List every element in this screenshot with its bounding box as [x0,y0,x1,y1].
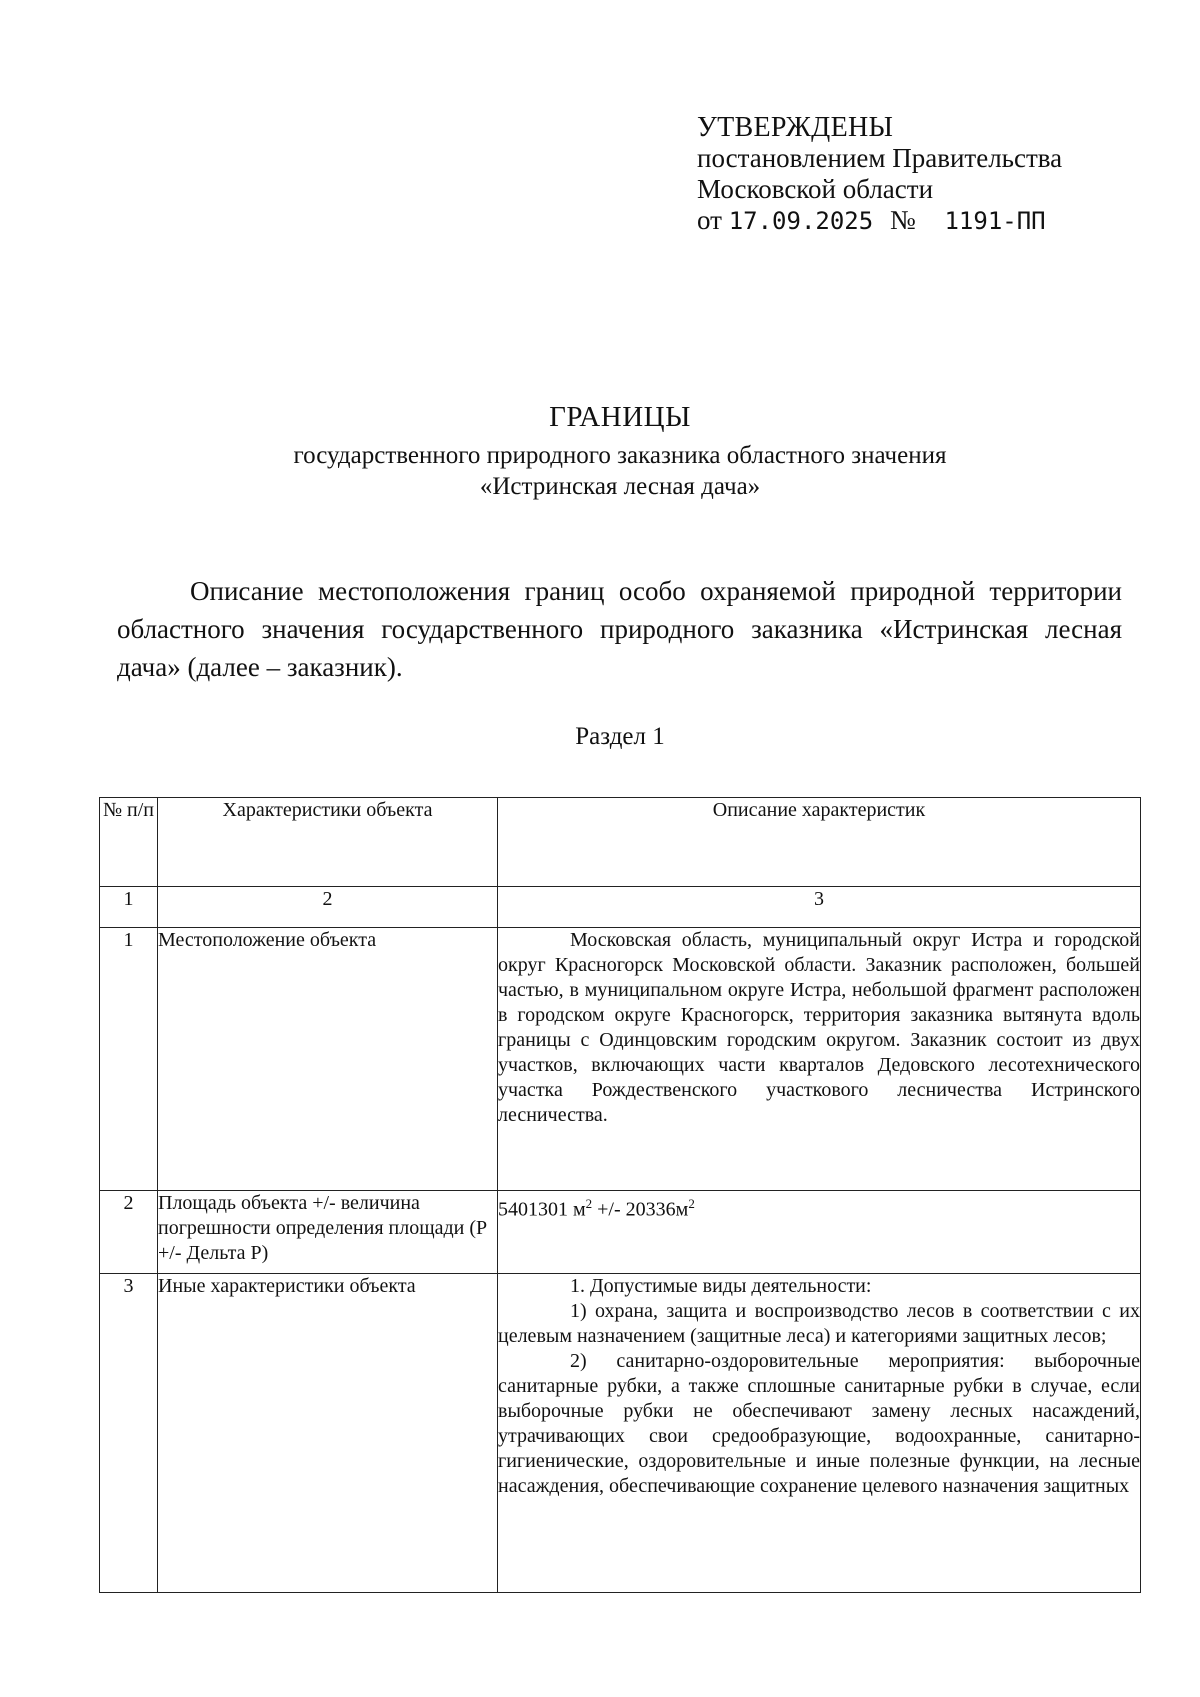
column-number: 1 [100,887,158,928]
location-description: Московская область, муниципальный округ Истра и городской округ Красногорск Московской области. Заказник расположен, большей частью, в муниципальном округе Истра, небольшой фрагмент расположен в городском округе Красногорск, территория заказника вытянута вдоль границы с Одинцовским городским округом. Заказник состоит из двух участков, включающих части кварталов Дедовского лесотехнического участка Рождественского участкового лесничества Истринского лесничества. [498,929,1140,1126]
approval-stamp [697,112,1062,237]
table-row [100,1191,1141,1274]
intro-paragraph: Описание местоположения границ особо охраняемой природной территории областного значения государственного природного заказника «Истринская лесная дача» (далее – заказник). [117,576,1122,682]
row-number: 3 [100,1274,158,1593]
document-subtitle-1: государственного природного заказника областного значения [293,442,947,469]
header-characteristic: Характеристики объекта [158,798,498,887]
column-number: 2 [158,887,498,928]
row-number: 2 [100,1191,158,1274]
area-value [498,1191,1140,1223]
column-number-row [100,887,1141,928]
area-unit-exponent: 2 [585,1196,593,1211]
table-row [100,1274,1141,1593]
date-prefix: от [697,205,722,235]
table-header-row [100,798,1141,887]
row-description [498,1191,1141,1274]
activity-item: 2) санитарно-оздоровительные мероприятия: выборочные санитарные рубки, а также сплошные санитарные рубки в случае, если выборочные рубки не обеспечивают замену лесных насаждений, утрачивающих свои средообразующие, водоохранные, санитарно-гигиенические, оздоровительные и иные полезные функции, на лесные насаждения, обеспечивающие сохранение целевого назначения защитных [498,1350,1140,1497]
row-characteristic: Иные характеристики объекта [158,1274,498,1593]
approval-line-1: постановлением Правительства [697,143,1063,173]
document-title: ГРАНИЦЫ [549,401,691,433]
row-characteristic: Площадь объекта +/- величина погрешности определения площади (Р +/- Дельта Р) [158,1191,498,1274]
row-number: 1 [100,928,158,1191]
approval-title: УТВЕРЖДЕНЫ [697,112,894,143]
row-characteristic: Местоположение объекта [158,928,498,1191]
area-error-exponent: 2 [688,1196,695,1211]
characteristics-table [99,797,1141,1593]
row-description [498,928,1141,1191]
approval-line-2: Московской области [697,174,934,204]
column-number: 3 [498,887,1141,928]
table-row [100,928,1141,1191]
activity-item: 1) охрана, защита и воспроизводство лесов в соответствии с их целевым назначением (защитные леса) и категориями защитных лесов; [498,1300,1140,1347]
approval-number: 1191-ПП [944,207,1046,235]
approval-date-line [697,205,1062,237]
area-error: +/- 20336м [592,1198,689,1221]
header-description: Описание характеристик [498,798,1141,887]
row-description [498,1274,1141,1593]
activities-heading: 1. Допустимые виды деятельности: [570,1275,872,1297]
approval-date: 17.09.2025 [728,207,874,235]
header-num: № п/п [100,798,158,887]
number-sign: № [889,205,916,235]
section-title: Раздел 1 [575,723,665,750]
document-subtitle-2: «Истринская лесная дача» [479,473,761,500]
area-number: 5401301 м [498,1198,586,1221]
